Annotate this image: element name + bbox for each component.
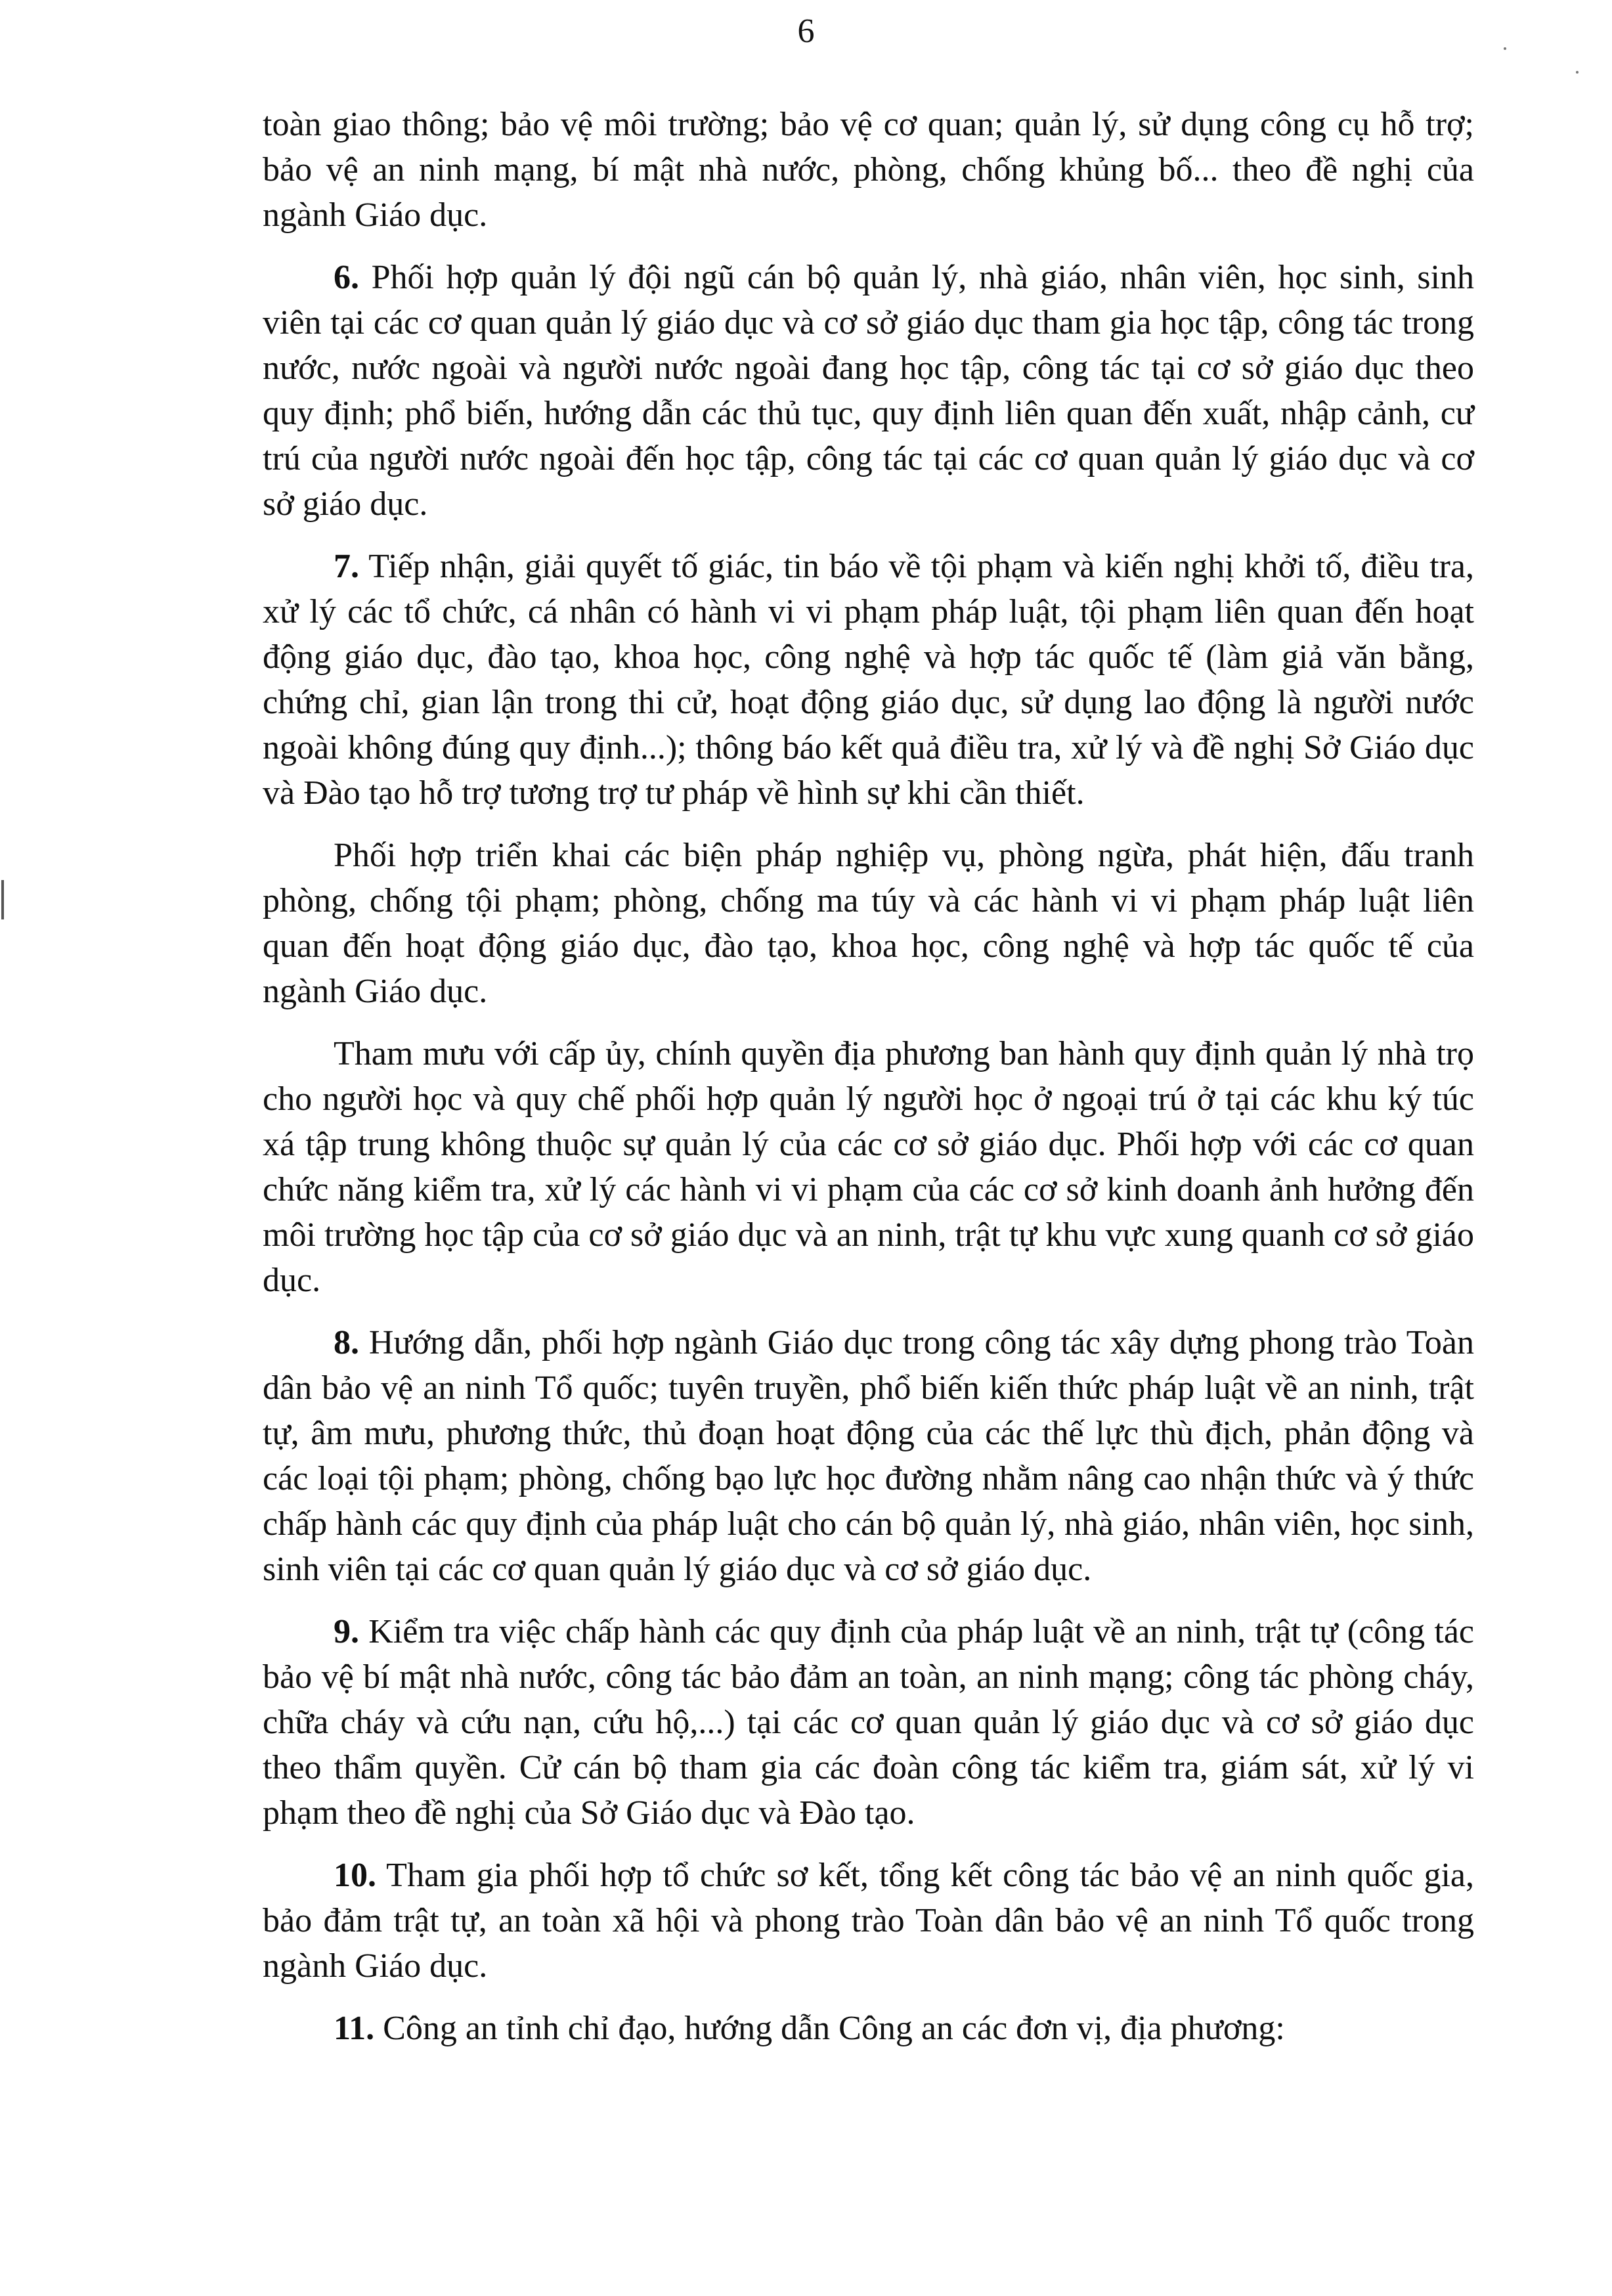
scan-speck	[1504, 47, 1506, 50]
item-number: 8.	[334, 1324, 359, 1361]
paragraph-text: Tham gia phối hợp tổ chức sơ kết, tổng kết công tác bảo vệ an ninh quốc gia, bảo đảm trật tự, an toàn xã hội và phong trào Toàn dân bảo vệ an ninh Tổ quốc trong ngành Giáo dục.	[263, 1857, 1474, 1985]
paragraph-text: Phối hợp triển khai các biện pháp nghiệp vụ, phòng ngừa, phát hiện, đấu tranh phòng, chống tội phạm; phòng, chống ma túy và các hành vi vi phạm pháp luật liên quan đến hoạt động giáo dục, đào tạo, khoa học, công nghệ và hợp tác quốc tế của ngành Giáo dục.	[263, 837, 1474, 1010]
scan-speck	[1576, 71, 1579, 74]
paragraph-item-7-coordination	[263, 833, 1474, 1014]
paragraph-item-9	[263, 1609, 1474, 1836]
paragraph-item-10	[263, 1853, 1474, 1989]
paragraph-text: Kiểm tra việc chấp hành các quy định của pháp luật về an ninh, trật tự (công tác bảo vệ bí mật nhà nước, công tác bảo đảm an toàn, an ninh mạng; công tác phòng cháy, chữa cháy và cứu nạn, cứu hộ,...) tại các cơ quan quản lý giáo dục và cơ sở giáo dục theo thẩm quyền. Cử cán bộ tham gia các đoàn công tác kiểm tra, giám sát, xử lý vi phạm theo đề nghị của Sở Giáo dục và Đào tạo.	[263, 1613, 1474, 1832]
item-number: 9.	[334, 1613, 359, 1650]
paragraph-text: Tiếp nhận, giải quyết tố giác, tin báo về tội phạm và kiến nghị khởi tố, điều tra, xử lý các tổ chức, cá nhân có hành vi vi phạm pháp luật, tội phạm liên quan đến hoạt động giáo dục, đào tạo, khoa học, công nghệ và hợp tác quốc tế (làm giả văn bằng, chứng chỉ, gian lận trong thi cử, hoạt động giáo dục, sử dụng lao động là người nước ngoài không đúng quy định...); thông báo kết quả điều tra, xử lý và đề nghị Sở Giáo dục và Đào tạo hỗ trợ tương trợ tư pháp về hình sự khi cần thiết.	[263, 548, 1474, 812]
paragraph-item-7	[263, 544, 1474, 816]
paragraph-text: Phối hợp quản lý đội ngũ cán bộ quản lý, nhà giáo, nhân viên, học sinh, sinh viên tại các cơ quan quản lý giáo dục và cơ sở giáo dục tham gia học tập, công tác trong nước, nước ngoài và người nước ngoài đang học tập, công tác tại cơ sở giáo dục theo quy định; phổ biến, hướng dẫn các thủ tục, quy định liên quan đến xuất, nhập cảnh, cư trú của người nước ngoài đến học tập, công tác tại các cơ quan quản lý giáo dục và cơ sở giáo dục.	[263, 259, 1474, 523]
item-number: 6.	[334, 259, 359, 296]
document-body	[263, 102, 1474, 2068]
paragraph-text: toàn giao thông; bảo vệ môi trường; bảo vệ cơ quan; quản lý, sử dụng công cụ hỗ trợ; bảo vệ an ninh mạng, bí mật nhà nước, phòng, chống khủng bố... theo đề nghị của ngành Giáo dục.	[263, 106, 1474, 234]
paragraph-text: Hướng dẫn, phối hợp ngành Giáo dục trong công tác xây dựng phong trào Toàn dân bảo vệ an ninh Tổ quốc; tuyên truyền, phổ biến kiến thức pháp luật về an ninh, trật tự, âm mưu, phương thức, thủ đoạn hoạt động của các thế lực thù địch, phản động và các loại tội phạm; phòng, chống bạo lực học đường nhằm nâng cao nhận thức và ý thức chấp hành các quy định của pháp luật cho cán bộ quản lý, nhà giáo, nhân viên, học sinh, sinh viên tại các cơ quan quản lý giáo dục và cơ sở giáo dục.	[263, 1324, 1474, 1588]
item-number: 11.	[334, 2010, 375, 2047]
item-number: 7.	[334, 548, 359, 585]
scan-edge-mark	[1, 880, 4, 919]
paragraph-item-7-advisory	[263, 1031, 1474, 1303]
paragraph-continuation	[263, 102, 1474, 238]
paragraph-item-11	[263, 2006, 1474, 2051]
item-number: 10.	[334, 1857, 376, 1894]
page-number: 6	[797, 12, 815, 50]
paragraph-text: Công an tỉnh chỉ đạo, hướng dẫn Công an các đơn vị, địa phương:	[374, 2010, 1285, 2047]
paragraph-item-8	[263, 1320, 1474, 1592]
paragraph-item-6	[263, 255, 1474, 527]
paragraph-text: Tham mưu với cấp ủy, chính quyền địa phương ban hành quy định quản lý nhà trọ cho người học và quy chế phối hợp quản lý người học ở ngoại trú ở tại các khu ký túc xá tập trung không thuộc sự quản lý của các cơ sở giáo dục. Phối hợp với các cơ quan chức năng kiểm tra, xử lý các hành vi vi phạm của các cơ sở kinh doanh ảnh hưởng đến môi trường học tập của cơ sở giáo dục và an ninh, trật tự khu vực xung quanh cơ sở giáo dục.	[263, 1035, 1474, 1299]
